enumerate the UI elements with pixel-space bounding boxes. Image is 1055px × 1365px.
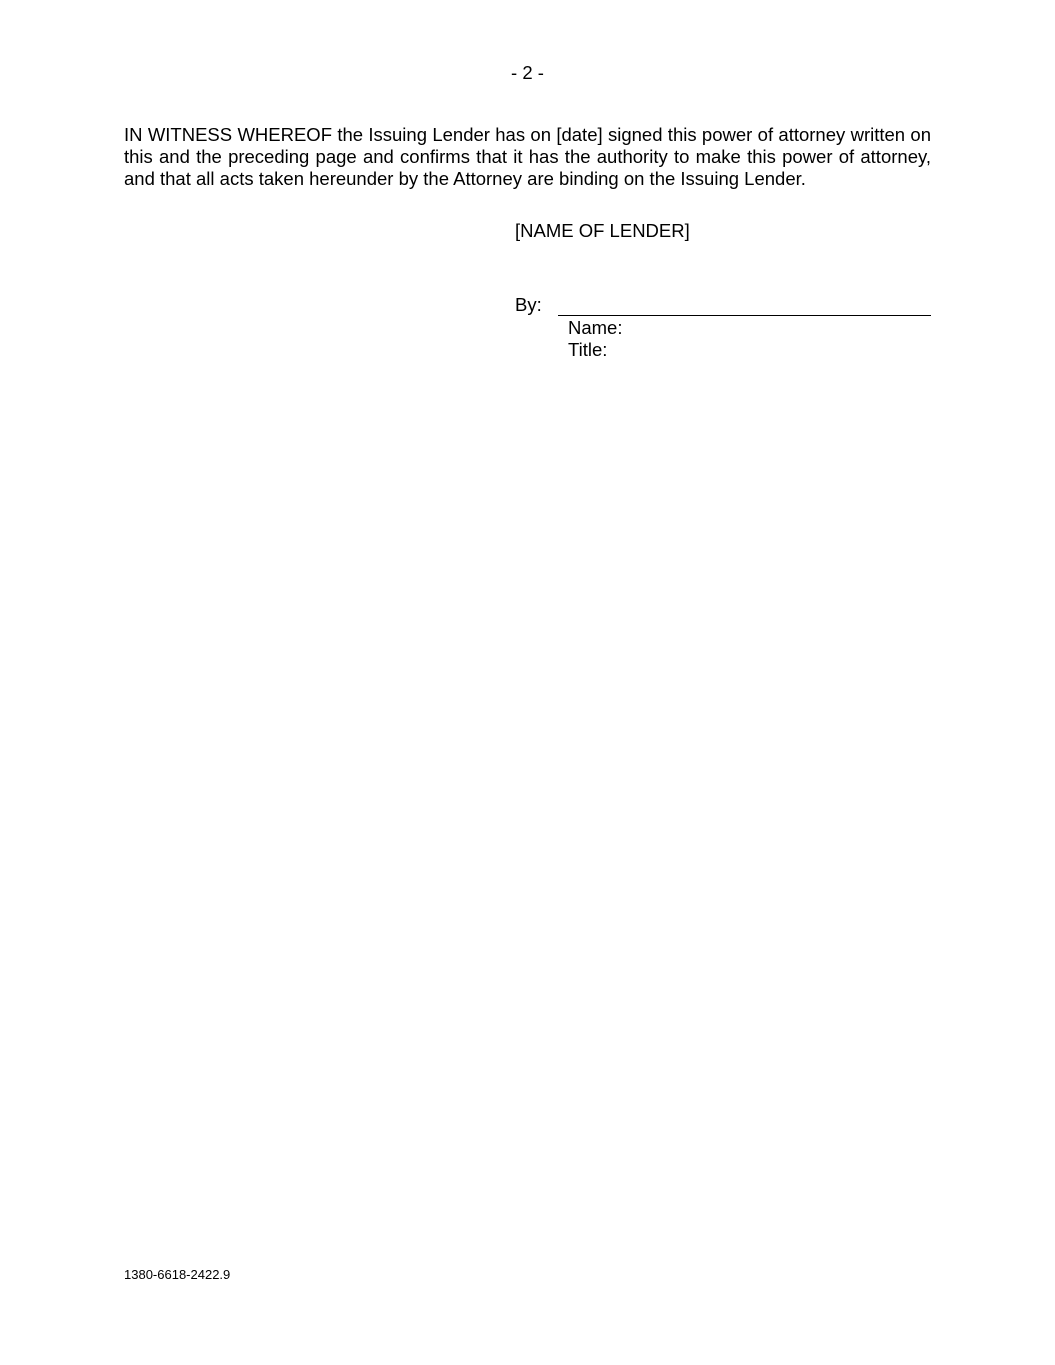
signer-name-label: Name: (568, 317, 623, 338)
signer-title-label: Title: (568, 339, 608, 360)
witness-paragraph: IN WITNESS WHEREOF the Issuing Lender has on [date] signed this power of attorney written on this and the preceding page and confirms that it has the authority to make this power of attorney, and that all acts taken hereunder by the Attorney are binding on the Issuing Lender. (124, 124, 931, 189)
page-number: - 2 - (511, 62, 544, 83)
lender-name: [NAME OF LENDER] (515, 220, 690, 241)
signature-line (558, 315, 931, 316)
document-id: 1380-6618-2422.9 (124, 1267, 231, 1282)
by-label: By: (515, 294, 542, 315)
